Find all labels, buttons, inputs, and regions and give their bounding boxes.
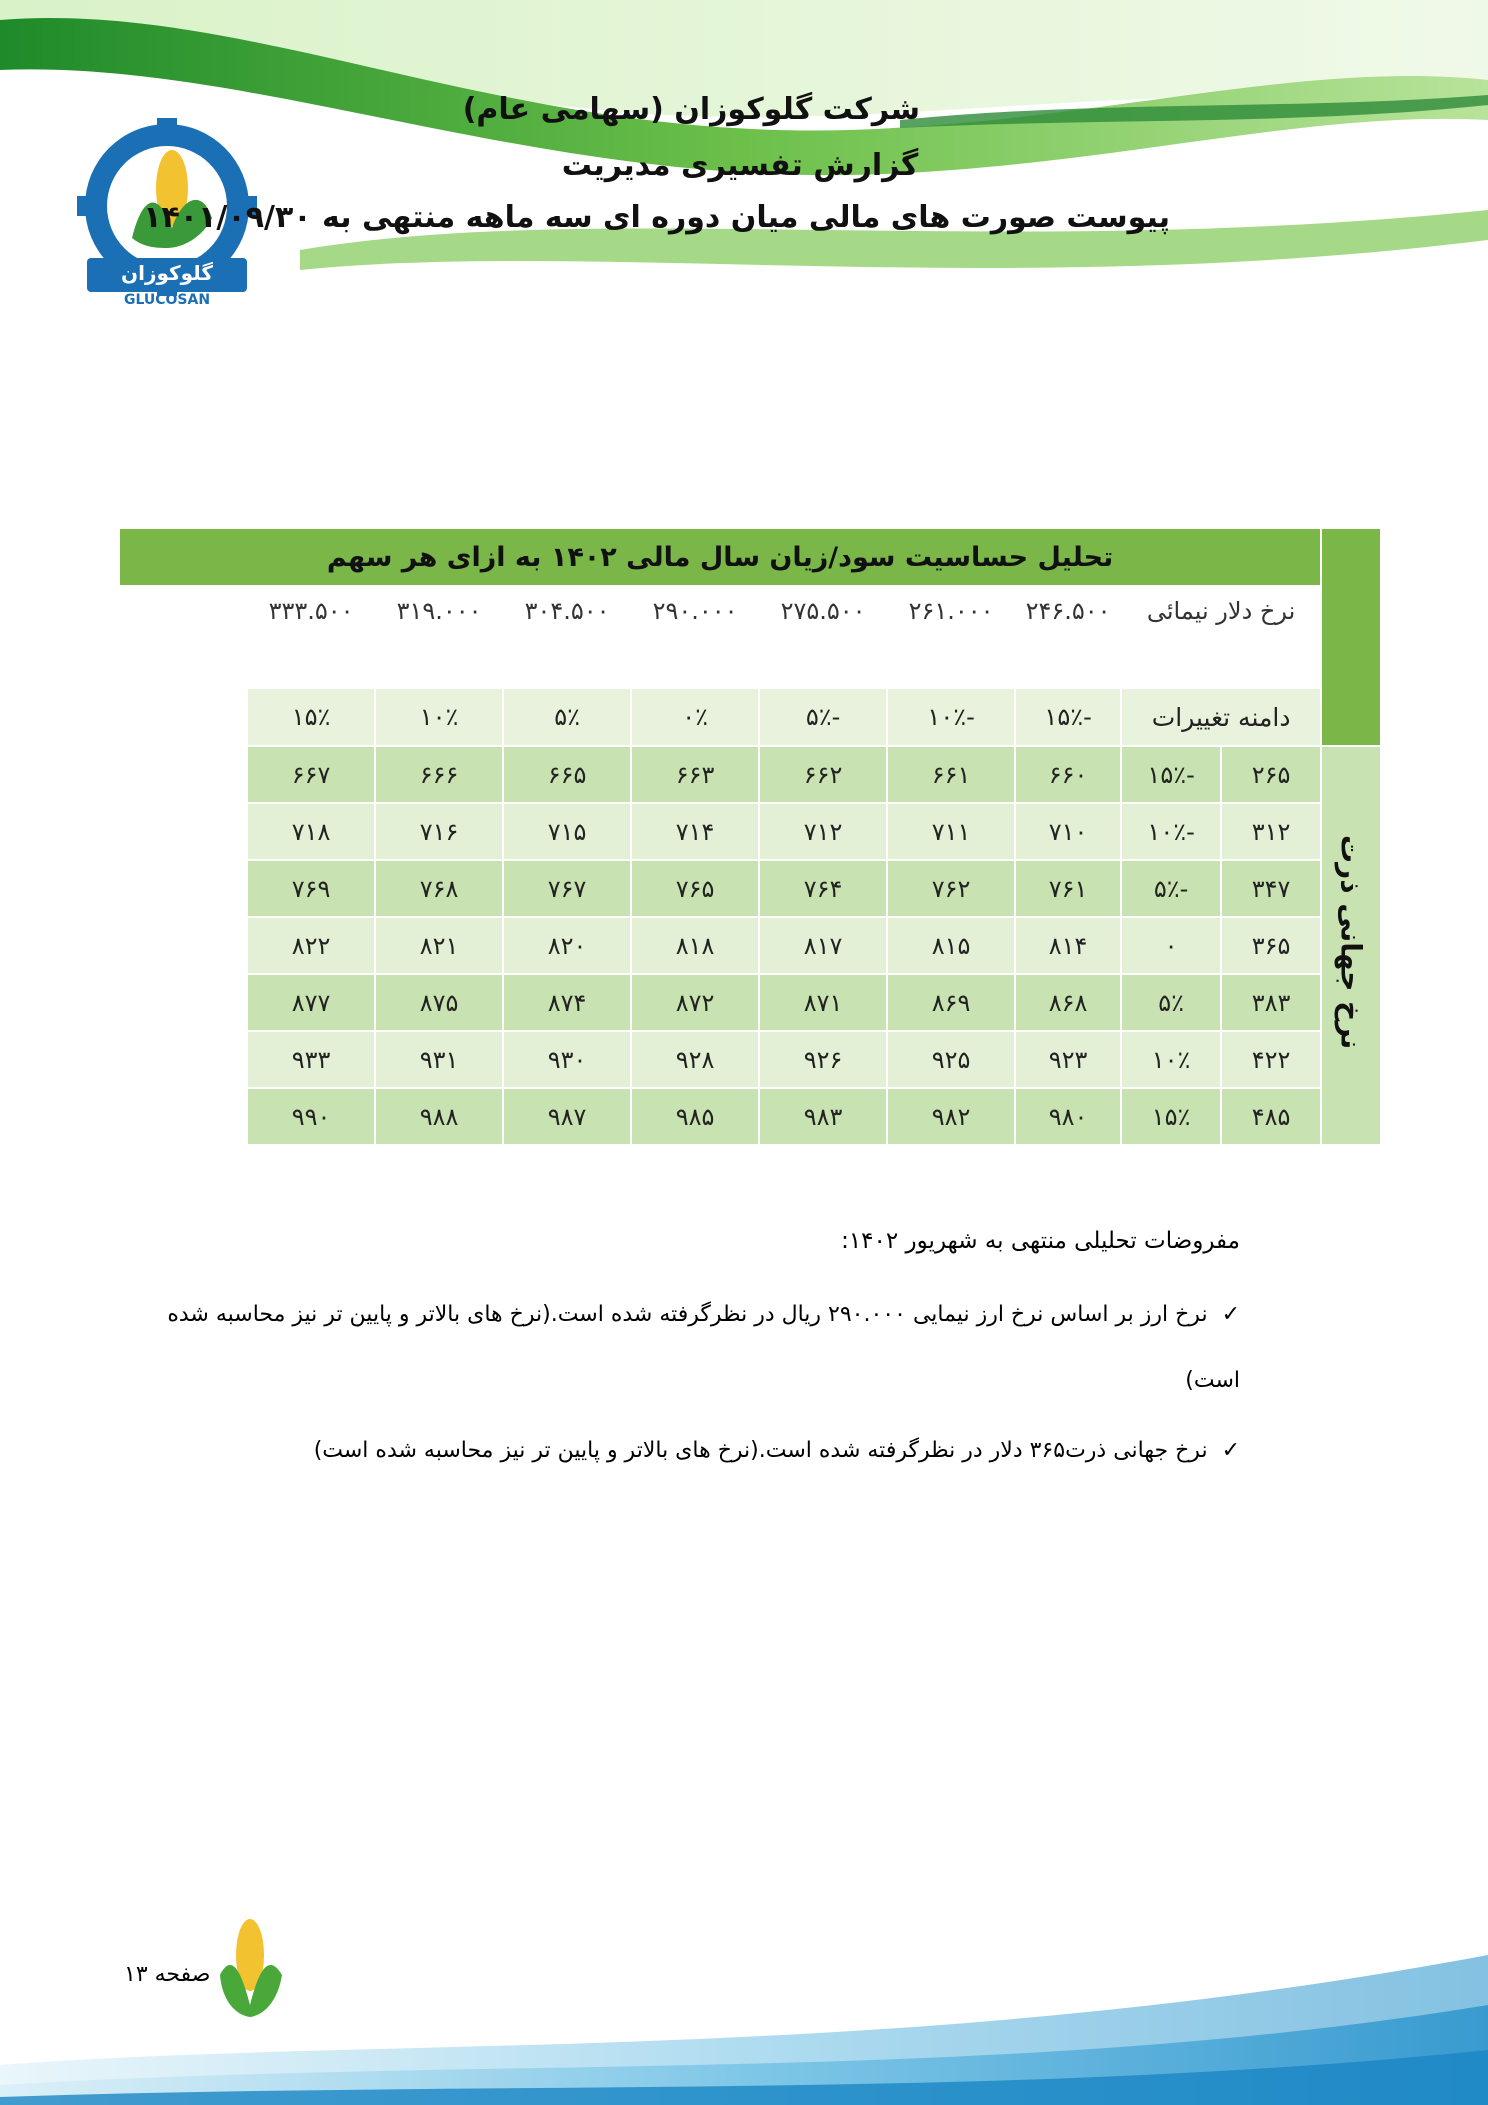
dollar-rate-cell: ۲۹۰.۰۰۰ xyxy=(631,586,759,688)
dollar-rate-cell: ۲۷۵.۵۰۰ xyxy=(759,586,887,688)
eps-cell: ۷۶۹ xyxy=(247,860,375,917)
eps-cell: ۶۶۱ xyxy=(887,746,1015,803)
eps-cell: ۸۲۲ xyxy=(247,917,375,974)
logo-text-fa: گلوکوزان xyxy=(121,261,213,285)
eps-cell: ۷۶۱ xyxy=(1015,860,1121,917)
eps-cell: ۶۶۷ xyxy=(247,746,375,803)
eps-cell: ۷۶۲ xyxy=(887,860,1015,917)
corn-change-cell: ۱۵٪ xyxy=(1121,1088,1221,1145)
table-side-top xyxy=(1321,528,1381,746)
eps-cell: ۹۹۰ xyxy=(247,1088,375,1145)
corn-change-cell: ۱۰٪ xyxy=(1121,1031,1221,1088)
check-icon: ✓ xyxy=(1221,1438,1240,1463)
eps-cell: ۹۸۰ xyxy=(1015,1088,1121,1145)
corn-change-cell: -۱۵٪ xyxy=(1121,746,1221,803)
sensitivity-table xyxy=(118,527,1382,1146)
eps-cell: ۹۲۸ xyxy=(631,1031,759,1088)
corn-icon xyxy=(210,1905,290,2025)
assumption-text: نرخ ارز بر اساس نرخ ارز نیمایی ۲۹۰.۰۰۰ ریال در نظرگرفته شده است.(نرخ های بالاتر و پایین تر نیز محاسبه شده است) xyxy=(167,1302,1240,1393)
eps-cell: ۷۱۵ xyxy=(503,803,631,860)
eps-cell: ۶۶۶ xyxy=(375,746,503,803)
eps-cell: ۷۶۷ xyxy=(503,860,631,917)
corn-change-cell: ۰ xyxy=(1121,917,1221,974)
eps-cell: ۸۷۴ xyxy=(503,974,631,1031)
eps-cell: ۸۶۹ xyxy=(887,974,1015,1031)
company-name: شرکت گلوکوزان (سهامی عام) xyxy=(462,92,920,127)
eps-cell: ۷۶۴ xyxy=(759,860,887,917)
dollar-change-cell: ۰٪ xyxy=(631,688,759,746)
eps-cell: ۹۳۳ xyxy=(247,1031,375,1088)
logo-text-en: GLUCOSAN xyxy=(123,292,211,308)
corn-price-cell: ۳۸۳ xyxy=(1221,974,1321,1031)
change-range-label: دامنه تغییرات xyxy=(1121,688,1321,746)
eps-cell: ۸۷۲ xyxy=(631,974,759,1031)
eps-cell: ۷۱۱ xyxy=(887,803,1015,860)
eps-cell: ۸۱۵ xyxy=(887,917,1015,974)
dollar-rate-cell: ۲۴۶.۵۰۰ xyxy=(1015,586,1121,688)
report-title: گزارش تفسیری مدیریت xyxy=(561,148,919,183)
eps-cell: ۸۱۸ xyxy=(631,917,759,974)
dollar-change-cell: ۵٪ xyxy=(503,688,631,746)
eps-cell: ۹۸۳ xyxy=(759,1088,887,1145)
assumptions-title: مفروضات تحلیلی منتهی به شهریور ۱۴۰۲: xyxy=(841,1228,1240,1254)
eps-cell: ۶۶۰ xyxy=(1015,746,1121,803)
corn-price-cell: ۴۲۲ xyxy=(1221,1031,1321,1088)
dollar-change-cell: -۱۵٪ xyxy=(1015,688,1121,746)
eps-cell: ۸۶۸ xyxy=(1015,974,1121,1031)
eps-cell: ۹۲۶ xyxy=(759,1031,887,1088)
eps-cell: ۹۸۲ xyxy=(887,1088,1015,1145)
dollar-rate-cell: ۳۳۳.۵۰۰ xyxy=(247,586,375,688)
eps-cell: ۹۸۷ xyxy=(503,1088,631,1145)
eps-cell: ۸۲۱ xyxy=(375,917,503,974)
page-number: صفحه ۱۳ xyxy=(124,1962,211,1987)
eps-cell: ۷۱۲ xyxy=(759,803,887,860)
eps-cell: ۶۶۵ xyxy=(503,746,631,803)
eps-cell: ۶۶۳ xyxy=(631,746,759,803)
eps-cell: ۹۲۵ xyxy=(887,1031,1015,1088)
eps-cell: ۹۸۸ xyxy=(375,1088,503,1145)
eps-cell: ۶۶۲ xyxy=(759,746,887,803)
corn-price-cell: ۳۴۷ xyxy=(1221,860,1321,917)
corn-price-cell: ۳۱۲ xyxy=(1221,803,1321,860)
dollar-rate-cell: ۳۰۴.۵۰۰ xyxy=(503,586,631,688)
table-title: تحلیل حساسیت سود/زیان سال مالی ۱۴۰۲ به ازای هر سهم xyxy=(119,528,1321,586)
eps-cell: ۹۳۰ xyxy=(503,1031,631,1088)
eps-cell: ۷۱۰ xyxy=(1015,803,1121,860)
dollar-rate-label: نرخ دلار نیمائی xyxy=(1121,586,1321,688)
eps-cell: ۸۱۷ xyxy=(759,917,887,974)
dollar-change-cell: ۱۵٪ xyxy=(247,688,375,746)
assumption-text: نرخ جهانی ذرت۳۶۵ دلار در نظرگرفته شده است.(نرخ های بالاتر و پایین تر نیز محاسبه شده است) xyxy=(313,1438,1208,1463)
eps-cell: ۸۱۴ xyxy=(1015,917,1121,974)
report-subtitle: پیوست صورت های مالی میان دوره ای سه ماهه منتهی به ۱۴۰۱/۰۹/۳۰ xyxy=(143,200,1170,235)
corn-rate-side-label xyxy=(1321,746,1381,1145)
corn-change-cell: ۵٪ xyxy=(1121,974,1221,1031)
eps-cell: ۹۲۳ xyxy=(1015,1031,1121,1088)
eps-cell: ۸۷۵ xyxy=(375,974,503,1031)
eps-cell: ۸۷۷ xyxy=(247,974,375,1031)
dollar-rate-cell: ۲۶۱.۰۰۰ xyxy=(887,586,1015,688)
eps-cell: ۸۷۱ xyxy=(759,974,887,1031)
dollar-change-cell: ۱۰٪ xyxy=(375,688,503,746)
dollar-change-cell: -۵٪ xyxy=(759,688,887,746)
corn-price-cell: ۲۶۵ xyxy=(1221,746,1321,803)
corn-price-cell: ۳۶۵ xyxy=(1221,917,1321,974)
check-icon: ✓ xyxy=(1221,1302,1240,1327)
eps-cell: ۷۶۸ xyxy=(375,860,503,917)
corn-change-cell: -۱۰٪ xyxy=(1121,803,1221,860)
corn-change-cell: -۵٪ xyxy=(1121,860,1221,917)
dollar-change-cell: -۱۰٪ xyxy=(887,688,1015,746)
eps-cell: ۷۱۸ xyxy=(247,803,375,860)
corn-rate-side-text: نرخ جهانی ذرت xyxy=(1334,835,1368,1050)
corn-price-cell: ۴۸۵ xyxy=(1221,1088,1321,1145)
dollar-rate-cell: ۳۱۹.۰۰۰ xyxy=(375,586,503,688)
eps-cell: ۹۸۵ xyxy=(631,1088,759,1145)
eps-cell: ۷۱۴ xyxy=(631,803,759,860)
assumption-item xyxy=(110,1282,1240,1414)
eps-cell: ۸۲۰ xyxy=(503,917,631,974)
eps-cell: ۷۶۵ xyxy=(631,860,759,917)
eps-cell: ۷۱۶ xyxy=(375,803,503,860)
eps-cell: ۹۳۱ xyxy=(375,1031,503,1088)
assumption-item xyxy=(110,1418,1240,1484)
